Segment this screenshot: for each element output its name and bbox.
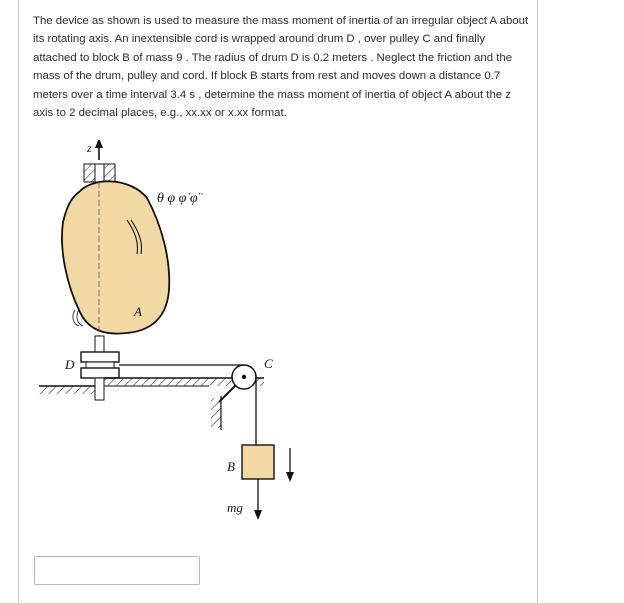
pulley-c-label: C bbox=[264, 356, 273, 371]
block-b-label: B bbox=[227, 459, 235, 474]
block-b bbox=[242, 445, 274, 479]
weight-label: mg bbox=[227, 500, 243, 515]
top-bearing bbox=[84, 164, 115, 182]
weight-arrow-icon bbox=[254, 479, 262, 520]
drum-d-label: D bbox=[65, 357, 75, 372]
object-a-label: A bbox=[134, 304, 142, 319]
mechanics-figure bbox=[39, 140, 329, 530]
motion-arrow-icon bbox=[286, 448, 294, 482]
question-text: The device as shown is used to measure the mass moment of inertia of an irregular object A about its rotating axis. An inextensible cord is wrapped around drum D , over pulley C and finally attached to block B of mass 9 . The radius of drum D is 0.2 meters . Neglect the friction and the mass of the drum, pulley and cord. If block B starts from rest and moves down a distance 0.7 meters over a time interval 3.4 s , determine the mass moment of inertia of object A about the z axis to 2 decimal places, e.g., xx.xx or x.xx format. bbox=[33, 15, 529, 120]
question-card bbox=[18, 0, 538, 603]
z-axis bbox=[86, 140, 103, 160]
angle-symbols: θ φ φ̇ φ̈ bbox=[157, 191, 198, 206]
pulley-c bbox=[211, 365, 256, 430]
z-label: z bbox=[87, 141, 92, 155]
answer-input[interactable] bbox=[34, 556, 200, 585]
